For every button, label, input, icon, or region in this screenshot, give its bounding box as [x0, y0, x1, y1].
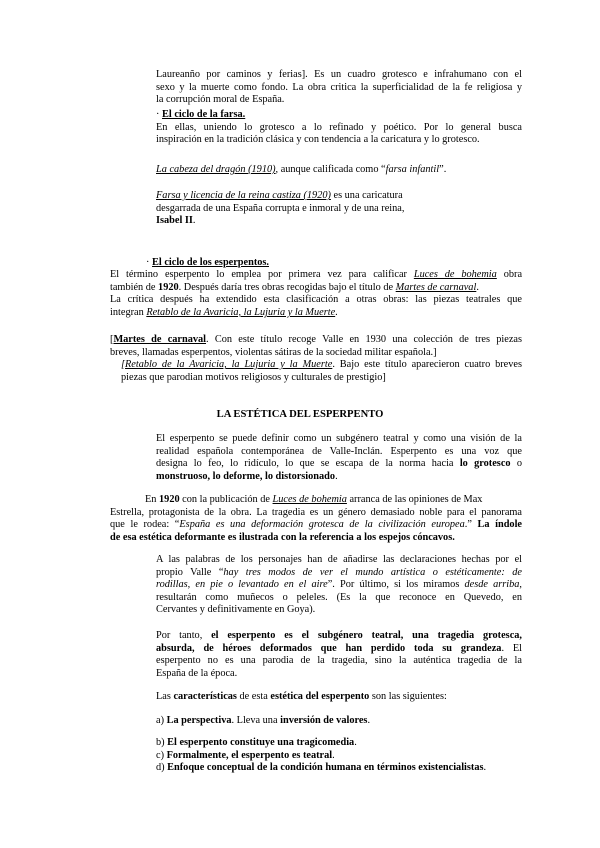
text-line: Cervantes y definitivamente en Goya).: [156, 604, 316, 616]
text-line: La crítica después ha extendido esta clasificación a otras obras: las piezas teatrales que: [110, 294, 522, 306]
section-title: LA ESTÉTICA DEL ESPERPENTO: [216, 409, 384, 420]
year: 1920: [159, 494, 180, 505]
quote: España es una deformación grotesca de la civilización europea: [179, 519, 465, 531]
work-title: Luces de bohemia: [413, 269, 497, 280]
text-line: En ellas, uniendo lo grotesco a lo refinado y poético. Por lo general busca: [156, 121, 522, 133]
emphasis: absurda, de héroes deformados que han perdido toda su grandeza: [156, 642, 502, 654]
portanto-paragraph: Por tanto, el esperpento es el subgénero teatral, una tragedia grotesca, absurda, de héroes deformados que han perdido toda su grandeza. El esperpento no es una parodia de la tragedia, sino la auténtica tragedia de la España de la época.: [156, 630, 522, 679]
caracteristicas-line: Las características de esta estética del esperpento son las siguientes:: [156, 691, 447, 702]
bullet-icon: ·: [156, 109, 160, 120]
text-line: España de la época.: [156, 667, 238, 679]
text-span: , aunque calificada como “: [275, 164, 386, 175]
emphasis: lo grotesco: [459, 458, 511, 470]
martes-paragraph: [Martes de carnaval. Con este título recoge Valle en 1930 una colección de tres piezas breves, llamadas esperpentos, violentas sátiras de la sociedad militar española.]: [110, 334, 522, 358]
text-line: A las palabras de los personajes han de añadirse las declaraciones hechas por el: [156, 554, 522, 565]
text-span: es una caricatura: [330, 190, 403, 201]
text-line: desgarrada de una España corrupta e inmoral y de una reina,: [156, 202, 405, 214]
text-line: piezas que parodian motivos religiosos y culturales de prestigio]: [121, 371, 386, 383]
text-line: resultarán como muñecos o peleles. (Es la que reconoce en Quevedo, en: [156, 591, 522, 603]
cabeza-paragraph: [156, 164, 522, 177]
definition-paragraph: El esperpento se puede definir como un subgénero teatral y como una visión de la realidad española contemporánea de Valle-Inclán. Esperpento es una voz que designa lo feo, lo ridículo, lo que se escapa de la norma hacia lo grotesco o monstruoso, lo deforme, lo distorsionado.: [156, 433, 522, 482]
text-line: de esa estética deformante es ilustrada con la referencia a los espejos cóncavos.: [110, 531, 455, 543]
farsa-heading-line: [156, 109, 522, 122]
esperpentos-heading-line: [146, 257, 512, 270]
characteristics-list-2: [156, 737, 536, 775]
year: 1920: [158, 281, 179, 293]
text-line: sexo y la muerte como fondo. La obra critica la superficialidad de la fe religiosa y: [156, 81, 522, 93]
text-line: realidad española contemporánea de Valle-Inclán. Esperpento es una voz que: [156, 445, 522, 457]
luces-paragraph: En 1920 con la publicación de Luces de bohemia arranca de las opiniones de Max Estrella, protagonista de la obra. La tragedia es un género demasiado noble para el panorama que le rodea: “España es una deformación grotesca de la civilización europea.” La índole de esa estética deformante es ilustrada con la referencia a los espejos cóncavos.: [110, 494, 523, 543]
text-line: El esperpento se puede definir como un subgénero teatral y como una visión de la: [156, 433, 522, 444]
esperpentos-paragraph: El término esperpento lo emplea por primera vez para calificar Luces de bohemia obra también de 1920. Después daría tres obras recogidas bajo el título de Martes de carnaval. La crítica después ha extendido esta clasificación a otras obras: las piezas teatrales que integran Retablo de la Avaricia, la Lujuria y la Muerte.: [110, 269, 523, 318]
name-span: Isabel II: [156, 215, 193, 227]
work-title: Martes de carnaval: [395, 281, 477, 293]
list-item: d) Enfoque conceptual de la condición humana en términos existencialistas.: [156, 762, 487, 774]
section-heading: El ciclo de los esperpentos.: [152, 257, 269, 268]
text-line: esperpento no es una parodia de la tragedia, sino la auténtica tragedia de la: [156, 655, 522, 667]
text-span: ”.: [439, 164, 447, 175]
quote: hay tres modos de ver el mundo artística o estéticamente: de: [223, 566, 522, 578]
work-title: Luces de bohemia: [272, 494, 347, 505]
work-title: Martes de carnaval: [113, 334, 207, 345]
characteristics-list: [156, 715, 536, 728]
emphasis: monstruoso, lo deforme, lo distorsionado: [156, 470, 336, 482]
list-item: a) La perspectiva. Lleva una inversión de valores.: [156, 715, 371, 726]
text-line: inspiración en la tradición clásica y con tendencia a la caricatura y lo grotesco.: [156, 134, 480, 146]
quote: rodillas, en pie o levantado en el aire: [156, 579, 328, 591]
intro-paragraph: [156, 69, 522, 107]
work-title: La cabeza del dragón (1910): [156, 164, 276, 175]
list-item: c) Formalmente, el esperpento es teatral.: [156, 749, 335, 761]
emphasis: el esperpento es el subgénero teatral, una tragedia grotesca,: [211, 630, 522, 641]
quote: farsa infantil: [385, 164, 440, 175]
text-line: Laureanño por caminos y ferias]. Es un cuadro grotesco e infrahumano con el: [156, 69, 522, 80]
palabras-paragraph: A las palabras de los personajes han de añadirse las declaraciones hechas por el propio Valle “hay tres modos de ver el mundo artística o estéticamente: de rodillas, en pie o levantado en el aire”. Por último, si los miramos desde arriba, resultarán como muñecos o peleles. (Es la que reconoce en Quevedo, en Cervantes y definitivamente en Goya).: [156, 554, 522, 616]
text-line: la corrupción moral de España.: [156, 94, 285, 106]
section-heading: El ciclo de la farsa.: [162, 109, 246, 120]
retablo-paragraph: [Retablo de la Avaricia, la Lujuria y la Muerte. Bajo este título aparecieron cuatro breves piezas que parodian motivos religiosos y culturales de prestigio]: [121, 359, 522, 383]
work-title: Retablo de la Avaricia, la Lujuria y la Muerte: [146, 306, 336, 318]
text-line: Estrella, protagonista de la obra. La tragedia es un género demasiado noble para el panorama: [110, 506, 522, 518]
work-title: Retablo de la Avaricia, la Lujuria y la Muerte: [125, 359, 333, 370]
farsa-reina-paragraph: Farsa y licencia de la reina castiza (1920) es una caricatura desgarrada de una España corrupta e inmoral y de una reina, Isabel II.: [156, 190, 522, 228]
farsa-section: [156, 109, 522, 147]
bullet-icon: ·: [146, 257, 150, 268]
work-title: Farsa y licencia de la reina castiza (1920): [156, 190, 331, 201]
list-item: b) El esperpento constituye una tragicomedia.: [156, 737, 357, 748]
text-line: breves, llamadas esperpentos, violentas sátiras de la sociedad militar española.]: [110, 346, 437, 358]
